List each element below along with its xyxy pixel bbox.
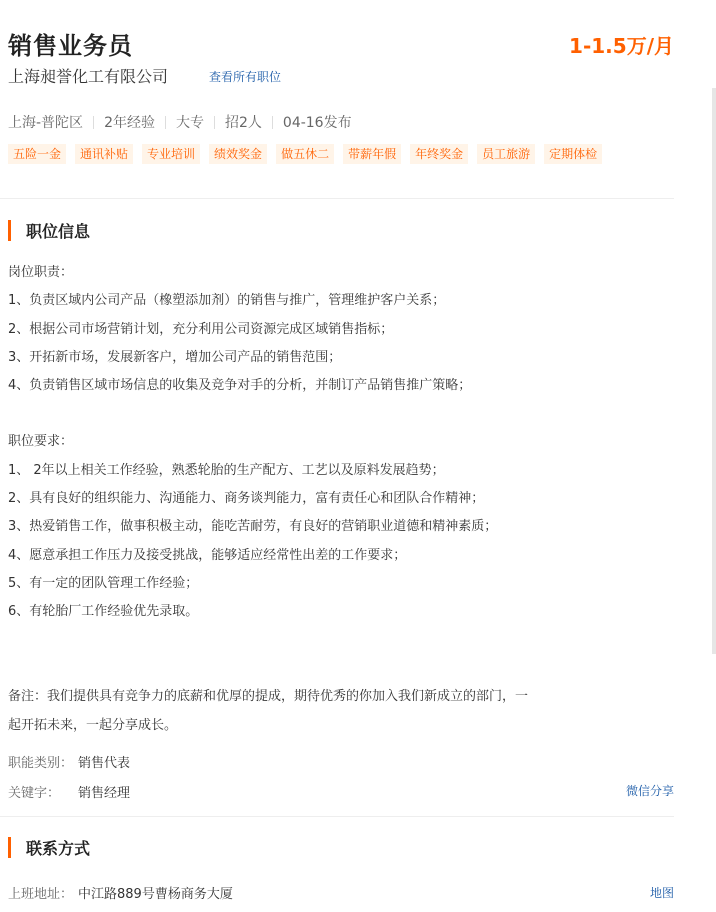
job-meta xyxy=(8,112,352,132)
job-title: 销售业务员 xyxy=(8,32,133,60)
job-description xyxy=(8,262,568,630)
meta-headcount: 招2人 xyxy=(224,115,262,131)
benefit-tag: 定期体检 xyxy=(544,144,602,164)
section-position-info xyxy=(8,219,90,242)
benefit-tag: 年终奖金 xyxy=(410,144,468,164)
duty-item: 1、负责区域内公司产品（橡塑添加剂）的销售与推广，管理维护客户关系； xyxy=(8,293,446,309)
benefit-tag: 五险一金 xyxy=(8,144,66,164)
header-divider xyxy=(0,198,674,199)
address-value: 中江路889号曹杨商务大厦 xyxy=(78,887,233,902)
requirement-item: 5、有一定的团队管理工作经验； xyxy=(8,575,199,591)
meta-publish-date: 04-16发布 xyxy=(282,115,352,131)
requirement-item: 2、具有良好的组织能力、沟通能力、商务谈判能力，富有责任心和团队合作精神； xyxy=(8,491,485,507)
keyword-value[interactable]: 销售经理 xyxy=(78,786,131,801)
benefit-tag: 通讯补贴 xyxy=(75,144,133,164)
section-title: 联系方式 xyxy=(26,839,91,858)
meta-education: 大专 xyxy=(175,115,204,131)
benefit-tags xyxy=(8,144,611,164)
meta-separator xyxy=(165,116,166,129)
keyword-row xyxy=(8,782,130,801)
meta-separator xyxy=(214,116,215,129)
address-label: 上班地址： xyxy=(8,887,74,902)
duty-item: 2、根据公司市场营销计划，充分利用公司资源完成区域销售指标； xyxy=(8,321,394,337)
view-all-jobs-link[interactable]: 查看所有职位 xyxy=(209,70,282,84)
duties-title: 岗位职责： xyxy=(8,265,74,280)
category-value[interactable]: 销售代表 xyxy=(78,756,131,771)
meta-experience: 2年经验 xyxy=(104,115,155,131)
benefit-tag: 员工旅游 xyxy=(477,144,535,164)
requirement-item: 4、愿意承担工作压力及接受挑战，能够适应经常性出差的工作要求； xyxy=(8,547,407,563)
benefit-tag: 带薪年假 xyxy=(343,144,401,164)
job-category-row xyxy=(8,752,130,771)
meta-location: 上海-普陀区 xyxy=(8,115,84,131)
section-accent-bar xyxy=(8,220,11,241)
spacer xyxy=(8,403,568,431)
salary: 1-1.5万/月 xyxy=(569,34,674,58)
section-divider xyxy=(0,816,674,817)
benefit-tag: 专业培训 xyxy=(142,144,200,164)
company-name[interactable]: 上海昶誉化工有限公司 xyxy=(8,67,169,86)
meta-separator xyxy=(93,116,94,129)
duty-item: 4、负责销售区域市场信息的收集及竞争对手的分析，并制订产品销售推广策略； xyxy=(8,378,472,394)
requirements-title: 职位要求： xyxy=(8,434,74,450)
requirement-item: 1、 2年以上相关工作经验，熟悉轮胎的生产配方、工艺以及原料发展趋势； xyxy=(8,462,445,478)
duty-item: 3、开拓新市场，发展新客户，增加公司产品的销售范围； xyxy=(8,349,342,365)
requirement-item: 6、有轮胎厂工作经验优先录取。 xyxy=(8,604,199,620)
section-title: 职位信息 xyxy=(26,222,91,241)
address-row xyxy=(8,883,233,902)
benefit-tag: 做五休二 xyxy=(276,144,334,164)
wechat-share-link[interactable]: 微信分享 xyxy=(625,784,674,798)
meta-separator xyxy=(272,116,273,129)
section-contact xyxy=(8,836,90,859)
keyword-label: 关键字： xyxy=(8,786,61,801)
map-link[interactable]: 地图 xyxy=(649,886,674,900)
category-label: 职能类别： xyxy=(8,756,74,771)
requirement-item: 3、热爱销售工作，做事积极主动，能吃苦耐劳，有良好的营销职业道德和精神素质； xyxy=(8,519,498,535)
section-accent-bar xyxy=(8,837,11,858)
benefit-tag: 绩效奖金 xyxy=(209,144,267,164)
remark-text: 备注：我们提供具有竞争力的底薪和优厚的提成，期待优秀的你加入我们新成立的部门，一起开拓未来，一起分享成长。 xyxy=(8,689,529,733)
side-scroll-strip xyxy=(712,88,716,654)
